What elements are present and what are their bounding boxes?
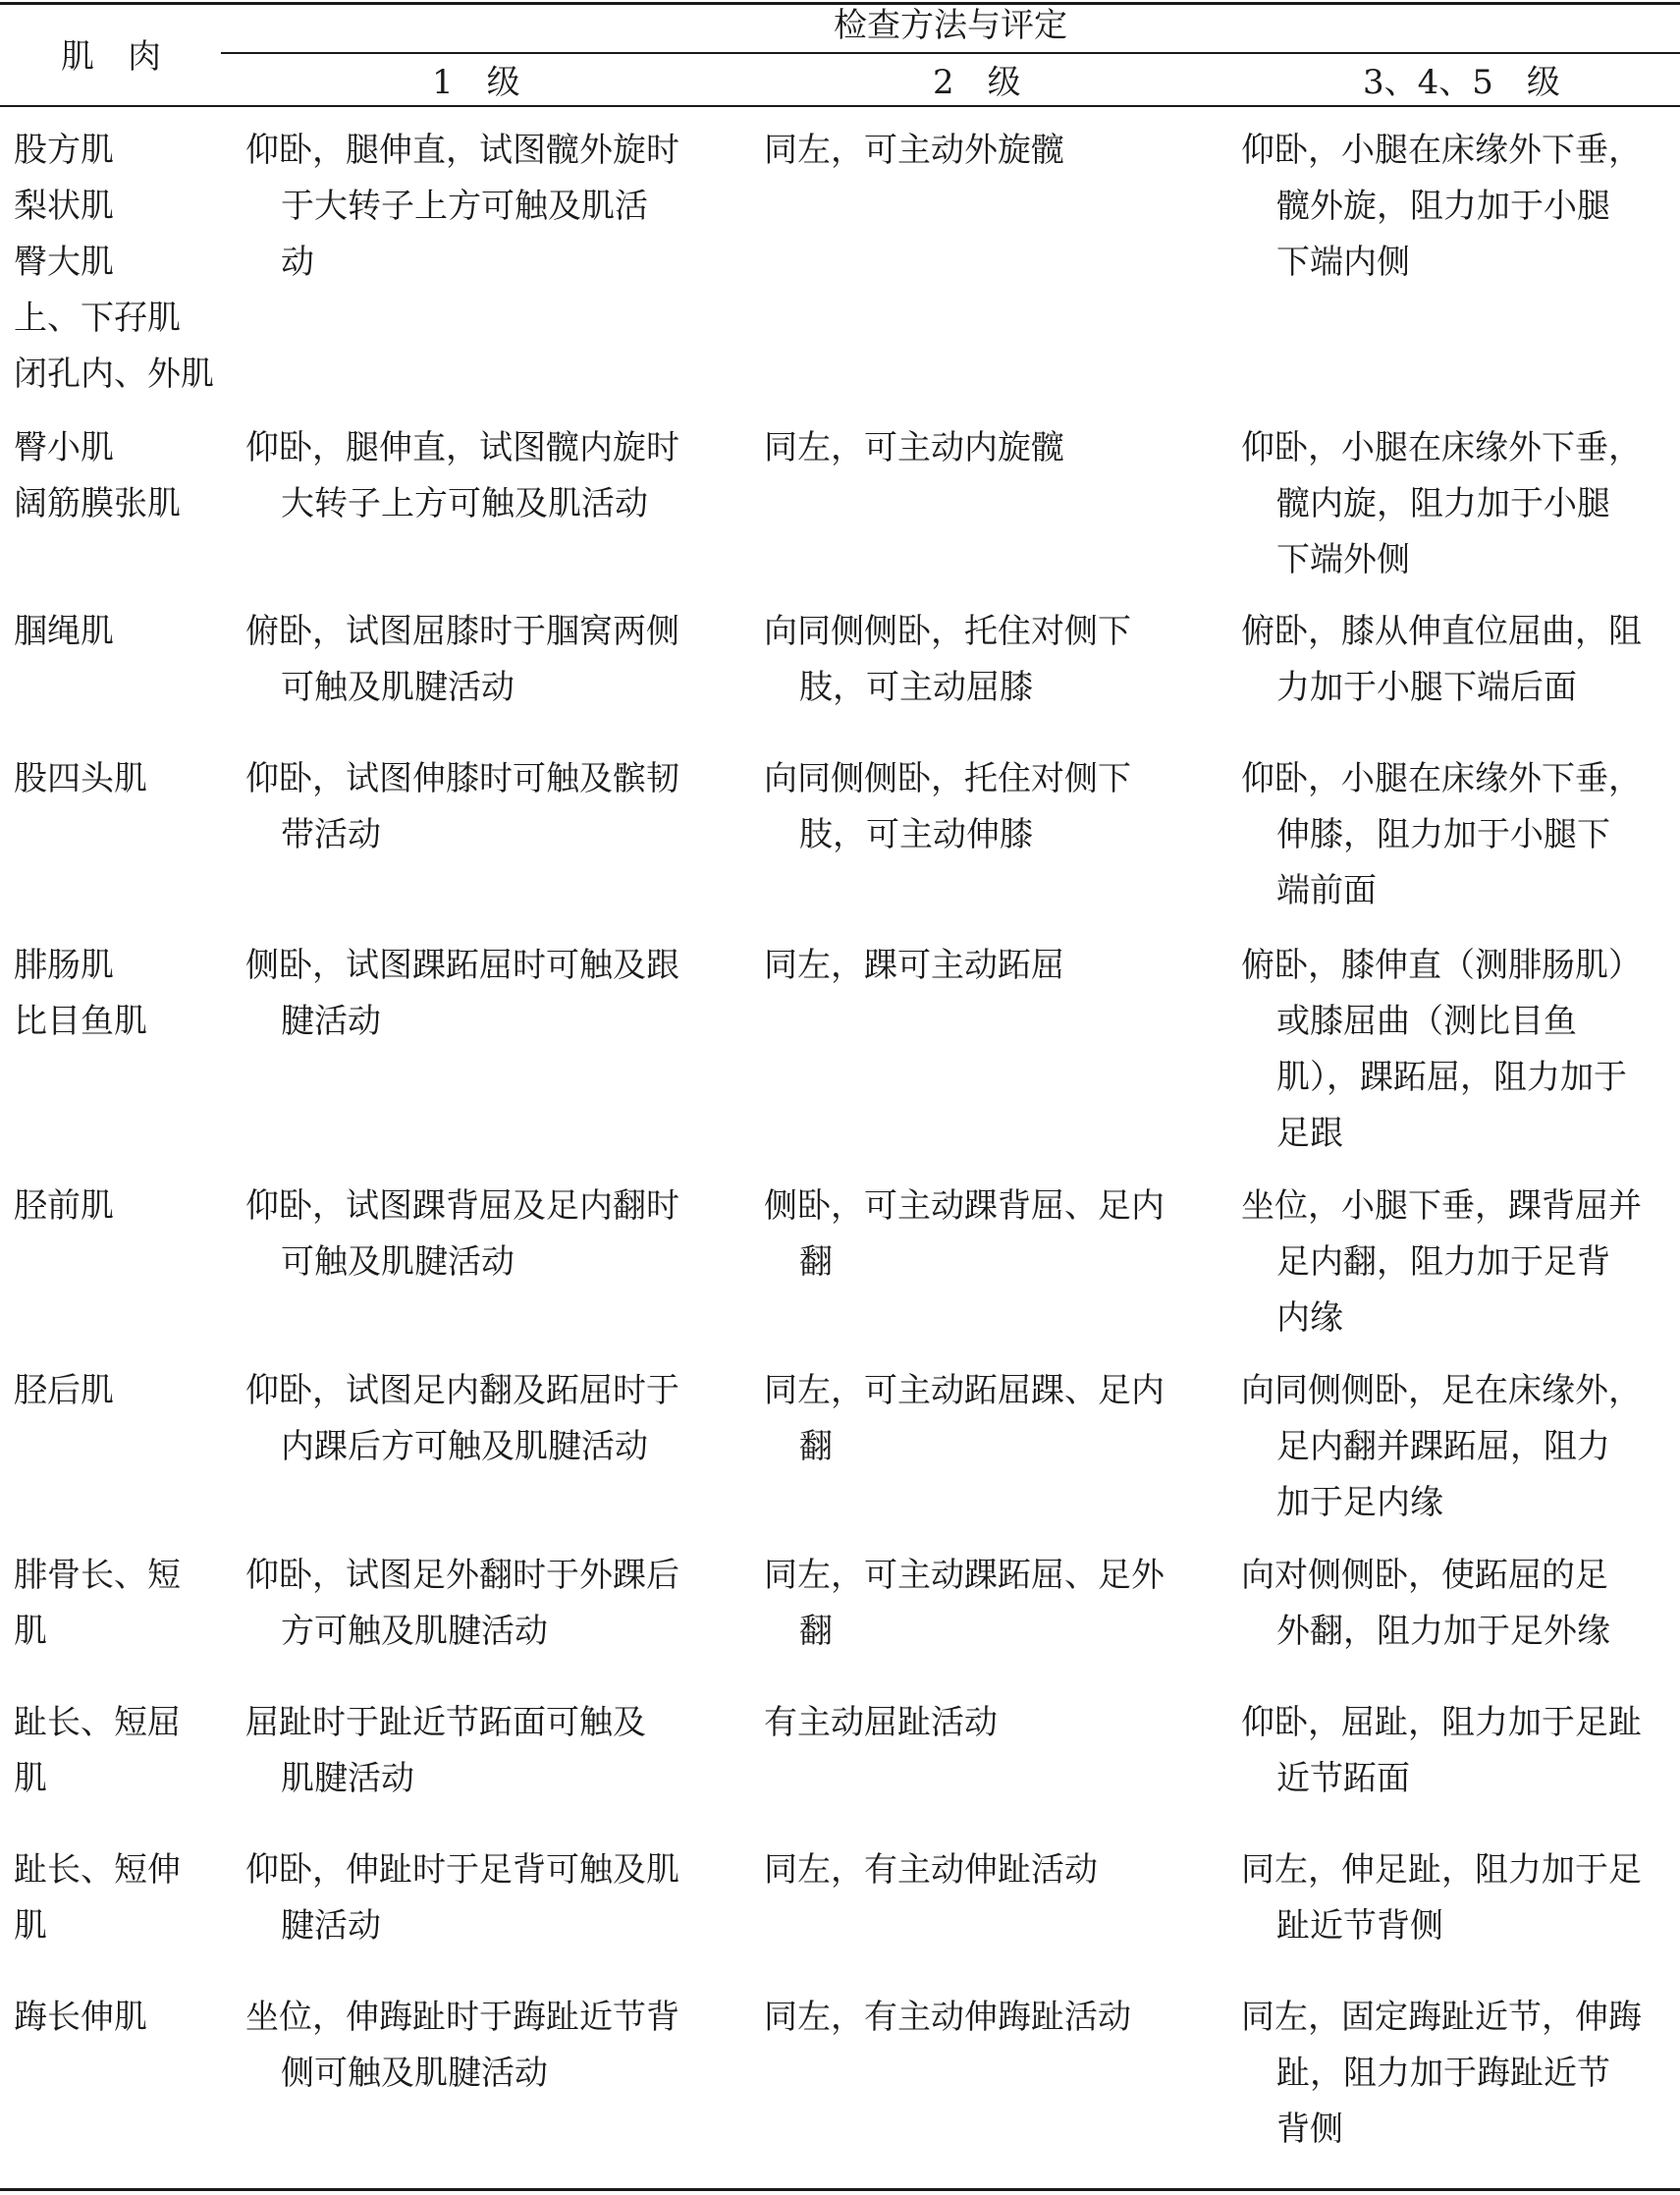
cell-text-line: 仰卧，小腿在床缘外下垂， xyxy=(1241,428,1642,467)
cell-text-line: 同左，可主动踝跖屈、足外 xyxy=(764,1556,1165,1595)
header-sub-rule xyxy=(221,52,1680,54)
cell-grade-1 xyxy=(245,1179,717,1290)
cell-grade-1 xyxy=(245,123,717,291)
cell-grade-1 xyxy=(245,1363,717,1475)
table-top-rule xyxy=(0,2,1680,5)
table-bottom-rule xyxy=(0,2188,1680,2191)
cell-text-line: 力加于小腿下端后面 xyxy=(1276,668,1577,707)
cell-text-line: 肌 xyxy=(14,1612,47,1651)
cell-text-line: 侧可触及肌腱活动 xyxy=(281,2054,548,2093)
cell-text-line: 侧卧，可主动踝背屈、足内 xyxy=(764,1186,1165,1226)
cell-muscle xyxy=(14,1179,215,1235)
cell-muscle xyxy=(14,751,215,807)
cell-muscle xyxy=(14,1363,215,1419)
cell-text-line: 同左，伸足趾，阻力加于足 xyxy=(1241,1850,1642,1890)
cell-text-line: 髋外旋，阻力加于小腿 xyxy=(1276,187,1610,226)
cell-text-line: 于大转子上方可触及肌活 xyxy=(281,187,648,226)
cell-muscle xyxy=(14,1990,215,2046)
cell-text-line: 臀大肌 xyxy=(14,243,114,282)
header-method-group xyxy=(0,6,1680,45)
cell-text-line: 翻 xyxy=(799,1427,833,1466)
cell-muscle xyxy=(14,1548,215,1660)
cell-text-line: 同左，可主动外旋髋 xyxy=(764,131,1064,170)
cell-grade-2 xyxy=(764,1363,1196,1475)
cell-text-line: 屈趾时于趾近节跖面可触及 xyxy=(245,1703,646,1742)
cell-text-line: 腱活动 xyxy=(281,1002,381,1041)
cell-text-line: 肌 xyxy=(14,1759,47,1798)
cell-text-line: 踇长伸肌 xyxy=(14,1998,147,2037)
cell-text-line: 上、下孖肌 xyxy=(14,299,181,338)
cell-grade-3-4-5 xyxy=(1241,1548,1663,1660)
cell-text-line: 俯卧，膝从伸直位屈曲，阻 xyxy=(1241,612,1642,651)
cell-grade-2 xyxy=(764,751,1196,863)
cell-text-line: 足跟 xyxy=(1276,1114,1343,1153)
cell-text-line: 内缘 xyxy=(1276,1298,1343,1338)
cell-grade-2 xyxy=(764,1990,1196,2046)
cell-grade-1 xyxy=(245,1990,717,2102)
cell-text-line: 向对侧侧卧，使跖屈的足 xyxy=(1241,1556,1608,1595)
cell-text-line: 外翻，阻力加于足外缘 xyxy=(1276,1612,1610,1651)
cell-text-line: 同左，有主动伸趾活动 xyxy=(764,1850,1098,1890)
cell-muscle xyxy=(14,604,215,660)
cell-grade-1 xyxy=(245,1695,717,1807)
cell-text-line: 仰卧，小腿在床缘外下垂， xyxy=(1241,131,1642,170)
cell-grade-3-4-5 xyxy=(1241,420,1663,588)
cell-grade-3-4-5 xyxy=(1241,123,1663,291)
cell-grade-2 xyxy=(764,123,1196,179)
cell-text-line: 比目鱼肌 xyxy=(14,1002,147,1041)
cell-text-line: 胫前肌 xyxy=(14,1186,114,1226)
cell-text-line: 臀小肌 xyxy=(14,428,114,467)
cell-text-line: 方可触及肌腱活动 xyxy=(281,1612,548,1651)
cell-text-line: 仰卧，试图伸膝时可触及髌韧 xyxy=(245,759,679,798)
cell-muscle xyxy=(14,938,215,1050)
cell-text-line: 下端外侧 xyxy=(1276,540,1410,579)
header-grade-3-4-5: 3、4、5 级 xyxy=(1363,63,1560,102)
cell-text-line: 动 xyxy=(281,243,314,282)
cell-grade-1 xyxy=(245,1548,717,1660)
cell-text-line: 翻 xyxy=(799,1242,833,1282)
header-muscle: 肌 肉 xyxy=(61,37,161,77)
cell-text-line: 背侧 xyxy=(1276,2110,1343,2149)
cell-text-line: 端前面 xyxy=(1276,871,1377,910)
cell-text-line: 翻 xyxy=(799,1612,833,1651)
cell-text-line: 肢，可主动屈膝 xyxy=(799,668,1033,707)
cell-muscle xyxy=(14,123,215,403)
cell-text-line: 腓骨长、短 xyxy=(14,1556,181,1595)
cell-text-line: 可触及肌腱活动 xyxy=(281,668,515,707)
cell-text-line: 仰卧，腿伸直，试图髋内旋时 xyxy=(245,428,679,467)
cell-grade-2 xyxy=(764,604,1196,716)
cell-text-line: 伸膝，阻力加于小腿下 xyxy=(1276,815,1610,854)
cell-text-line: 足内翻，阻力加于足背 xyxy=(1276,1242,1610,1282)
cell-text-line: 足内翻并踝跖屈，阻力 xyxy=(1276,1427,1610,1466)
cell-text-line: 仰卧，腿伸直，试图髋外旋时 xyxy=(245,131,679,170)
cell-text-line: 内踝后方可触及肌腱活动 xyxy=(281,1427,648,1466)
cell-text-line: 仰卧，小腿在床缘外下垂， xyxy=(1241,759,1642,798)
cell-grade-1 xyxy=(245,604,717,716)
cell-muscle xyxy=(14,420,215,532)
cell-text-line: 趾近节背侧 xyxy=(1276,1906,1443,1946)
cell-text-line: 可触及肌腱活动 xyxy=(281,1242,515,1282)
cell-grade-1 xyxy=(245,1842,717,1954)
cell-text-line: 俯卧，试图屈膝时于腘窝两侧 xyxy=(245,612,679,651)
header-bottom-rule xyxy=(0,105,1680,107)
cell-text-line: 胫后肌 xyxy=(14,1371,114,1410)
cell-grade-3-4-5 xyxy=(1241,1695,1663,1807)
cell-text-line: 肌 xyxy=(14,1906,47,1946)
cell-text-line: 股方肌 xyxy=(14,131,114,170)
cell-muscle xyxy=(14,1695,215,1807)
cell-text-line: 腱活动 xyxy=(281,1906,381,1946)
header-method-label: 检查方法与评定 xyxy=(834,6,1067,45)
cell-muscle xyxy=(14,1842,215,1954)
cell-grade-3-4-5 xyxy=(1241,1842,1663,1954)
header-grade-1: 1 级 xyxy=(432,63,520,102)
cell-text-line: 仰卧，试图足外翻时于外踝后 xyxy=(245,1556,679,1595)
cell-text-line: 大转子上方可触及肌活动 xyxy=(281,484,648,523)
cell-text-line: 下端内侧 xyxy=(1276,243,1410,282)
cell-grade-2 xyxy=(764,938,1196,994)
cell-text-line: 向同侧侧卧，托住对侧下 xyxy=(764,759,1131,798)
cell-grade-3-4-5 xyxy=(1241,1990,1663,2158)
cell-text-line: 髋内旋，阻力加于小腿 xyxy=(1276,484,1610,523)
cell-grade-3-4-5 xyxy=(1241,938,1663,1162)
cell-text-line: 腓肠肌 xyxy=(14,946,114,985)
cell-grade-3-4-5 xyxy=(1241,604,1663,716)
cell-text-line: 趾长、短伸 xyxy=(14,1850,181,1890)
cell-text-line: 俯卧，膝伸直（测腓肠肌） xyxy=(1241,946,1642,985)
cell-text-line: 近节跖面 xyxy=(1276,1759,1410,1798)
cell-text-line: 阔筋膜张肌 xyxy=(14,484,181,523)
cell-grade-2 xyxy=(764,420,1196,476)
cell-grade-2 xyxy=(764,1842,1196,1898)
cell-grade-2 xyxy=(764,1179,1196,1290)
cell-text-line: 坐位，伸踇趾时于踇趾近节背 xyxy=(245,1998,679,2037)
cell-text-line: 带活动 xyxy=(281,815,381,854)
cell-text-line: 仰卧，伸趾时于足背可触及肌 xyxy=(245,1850,679,1890)
cell-text-line: 股四头肌 xyxy=(14,759,147,798)
cell-text-line: 仰卧，试图足内翻及跖屈时于 xyxy=(245,1371,679,1410)
cell-text-line: 同左，可主动跖屈踝、足内 xyxy=(764,1371,1165,1410)
cell-text-line: 梨状肌 xyxy=(14,187,114,226)
cell-text-line: 闭孔内、外肌 xyxy=(14,355,214,394)
cell-text-line: 同左，固定踇趾近节，伸踇 xyxy=(1241,1998,1642,2037)
cell-text-line: 肌），踝跖屈，阻力加于 xyxy=(1276,1058,1627,1097)
cell-text-line: 同左，有主动伸踇趾活动 xyxy=(764,1998,1131,2037)
cell-grade-1 xyxy=(245,751,717,863)
header-grade-2: 2 级 xyxy=(933,63,1021,102)
cell-grade-2 xyxy=(764,1548,1196,1660)
cell-text-line: 坐位，小腿下垂，踝背屈并 xyxy=(1241,1186,1642,1226)
cell-grade-3-4-5 xyxy=(1241,1363,1663,1531)
cell-text-line: 同左，可主动内旋髋 xyxy=(764,428,1064,467)
cell-text-line: 同左，踝可主动跖屈 xyxy=(764,946,1064,985)
cell-grade-3-4-5 xyxy=(1241,751,1663,919)
cell-grade-2 xyxy=(764,1695,1196,1751)
cell-text-line: 肢，可主动伸膝 xyxy=(799,815,1033,854)
cell-grade-1 xyxy=(245,420,717,532)
cell-text-line: 趾，阻力加于踇趾近节 xyxy=(1276,2054,1610,2093)
cell-text-line: 向同侧侧卧，托住对侧下 xyxy=(764,612,1131,651)
cell-text-line: 向同侧侧卧，足在床缘外， xyxy=(1241,1371,1642,1410)
cell-grade-1 xyxy=(245,938,717,1050)
cell-text-line: 趾长、短屈 xyxy=(14,1703,181,1742)
cell-text-line: 腘绳肌 xyxy=(14,612,114,651)
cell-text-line: 或膝屈曲（测比目鱼 xyxy=(1276,1002,1577,1041)
cell-text-line: 有主动屈趾活动 xyxy=(764,1703,998,1742)
cell-text-line: 仰卧，屈趾，阻力加于足趾 xyxy=(1241,1703,1642,1742)
cell-text-line: 加于足内缘 xyxy=(1276,1483,1443,1522)
cell-text-line: 仰卧，试图踝背屈及足内翻时 xyxy=(245,1186,679,1226)
cell-text-line: 肌腱活动 xyxy=(281,1759,414,1798)
cell-text-line: 侧卧，试图踝跖屈时可触及跟 xyxy=(245,946,679,985)
cell-grade-3-4-5 xyxy=(1241,1179,1663,1346)
